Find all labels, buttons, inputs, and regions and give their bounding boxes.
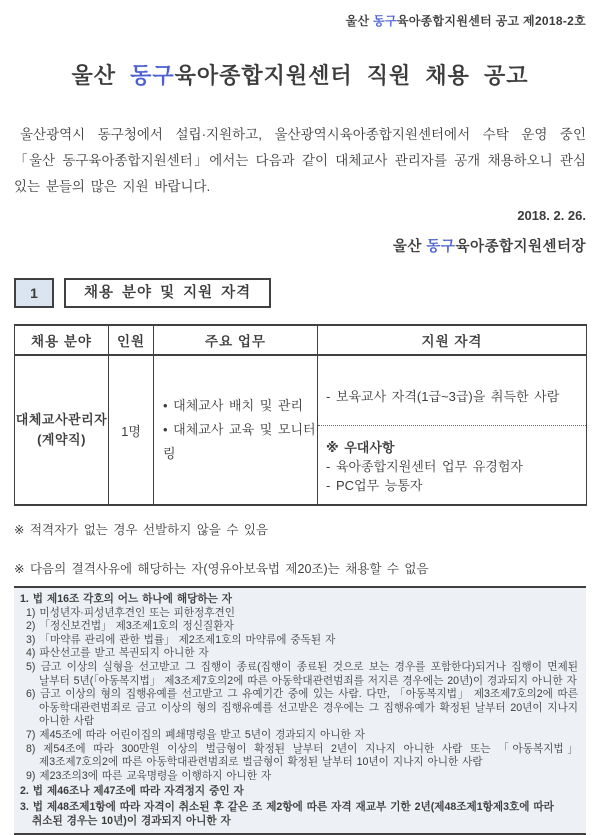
cell-recruit-field <box>15 355 109 505</box>
page-title-suffix: 육아종합지원센터 직원 채용 공고 <box>174 63 529 88</box>
section-number-badge: 1 <box>14 278 54 308</box>
table-row <box>15 355 587 505</box>
law-item: 3. 법 제48조제1항에 따라 자격이 취소된 후 같은 조 제2항에 따른 자격 재교부 기한 2년(제48조제1항제3호에 따라 취소된 경우는 10년)이 경과되지 아니한 자 <box>20 800 554 827</box>
signature-line <box>14 235 586 256</box>
law-subitem: 7) 제45조에 따라 어린이집의 폐쇄명령을 받고 5년이 경과되지 아니한 자 <box>26 728 365 741</box>
qualification-item: - 보육교사 자격(1급~3급)을 취득한 사람 <box>318 366 586 426</box>
signature-highlight: 동구 <box>426 239 456 255</box>
col-header-qualification: 지원 자격 <box>318 325 587 355</box>
page-title-highlight: 동구 <box>130 63 175 88</box>
page-title-prefix: 울산 <box>71 63 131 88</box>
note-no-selection: ※ 적격자가 없는 경우 선발하지 않을 수 있음 <box>14 523 269 537</box>
duty-item: • 대체교사 교육 및 모니터링 <box>163 422 316 461</box>
law-item: 1. 법 제16조 각호의 어느 하나에 해당하는 자 <box>20 593 232 605</box>
table-header-row <box>15 325 587 355</box>
recruit-field-type: (계약직) <box>37 432 86 447</box>
preference-item: - PC업무 능통자 <box>326 477 423 493</box>
cell-qualification <box>318 355 587 505</box>
notice-number-highlight: 동구 <box>373 14 397 28</box>
cell-headcount: 1명 <box>109 355 154 505</box>
recruit-table <box>14 324 587 506</box>
page-title <box>14 59 586 90</box>
col-header-duties: 주요 업무 <box>154 325 318 355</box>
notice-number <box>14 12 586 29</box>
signature-prefix: 울산 <box>392 239 427 255</box>
announcement-date: 2018. 2. 26. <box>517 208 586 223</box>
preference-block <box>318 426 586 495</box>
law-subitem: 5) 금고 이상의 실형을 선고받고 그 집행이 종료(집행이 종료된 것으로 보는 경우를 포함한다)되거나 집행이 면제된 날부터 5년(「아동복지법」 제3조제7호의2에 따른 아동학대관련범죄를 저지른 경우에는 20년)이 경과되지 아니한 자 <box>26 660 578 687</box>
law-subitem: 8) 제54조에 따라 300만원 이상의 벌금형이 확정된 날부터 2년이 지나지 아니한 사람 또는 「아동복지법」 제3조제7호의2에 따른 아동학대관련범죄로 벌금형이 확정된 날부터 10년이 지나지 아니한 사람 <box>26 742 578 769</box>
section-1-header <box>14 278 586 308</box>
signature-suffix: 육아종합지원센터장 <box>455 239 586 255</box>
disqualification-box <box>14 586 586 835</box>
col-header-headcount: 인원 <box>109 325 154 355</box>
law-item: 2. 법 제46조나 제47조에 따라 자격정지 중인 자 <box>20 785 244 798</box>
preference-item: - 육아종합지원센터 업무 유경험자 <box>326 458 523 474</box>
law-subitem: 6) 금고 이상의 형의 집행유예를 선고받고 그 유예기간 중에 있는 사람. 다만, 「아동복지법」 제3조제7호의2에 따른 아동학대관련범죄로 금고 이상의 형의 집행유예를 선고받은 경우에는 그 집행유예가 확정된 날부터 20년이 지나지 아니한 사람 <box>26 688 578 728</box>
cell-duties <box>154 355 318 505</box>
preference-title: ※ 우대사항 <box>326 439 395 455</box>
section-title: 채용 분야 및 지원 자격 <box>64 278 271 308</box>
notice-number-suffix: 육아종합지원센터 공고 제2018-2호 <box>396 14 586 28</box>
law-subitem: 2) 「정신보건법」 제3조제1호의 정신질환자 <box>26 620 234 633</box>
law-subitem: 9) 제23조의3에 따른 교육명령을 이행하지 아니한 자 <box>26 769 272 782</box>
intro-paragraph: 울산광역시 동구청에서 설립·지원하고, 울산광역시육아종합지원센터에서 수탁 운영 중인 「울산 동구육아종합지원센터」에서는 다음과 같이 대체교사 관리자를 공개 채용하오니 관심 있는 분들의 많은 지원 바랍니다. <box>14 127 586 194</box>
notice-number-prefix: 울산 <box>345 14 374 28</box>
recruit-field-name: 대체교사관리자 <box>15 412 108 427</box>
note-disqualification: ※ 다음의 결격사유에 해당하는 자(영유아보육법 제20조)는 채용할 수 없음 <box>14 562 429 576</box>
duty-item: • 대체교사 배치 및 관리 <box>163 398 304 413</box>
law-subitem: 4) 파산선고를 받고 복권되지 아니한 자 <box>26 647 209 660</box>
law-subitem: 3) 「마약류 관리에 관한 법률」 제2조제1호의 마약류에 중독된 자 <box>26 633 336 646</box>
col-header-field: 채용 분야 <box>15 325 109 355</box>
law-subitem: 1) 미성년자·피성년후견인 또는 피한정후견인 <box>26 606 235 619</box>
